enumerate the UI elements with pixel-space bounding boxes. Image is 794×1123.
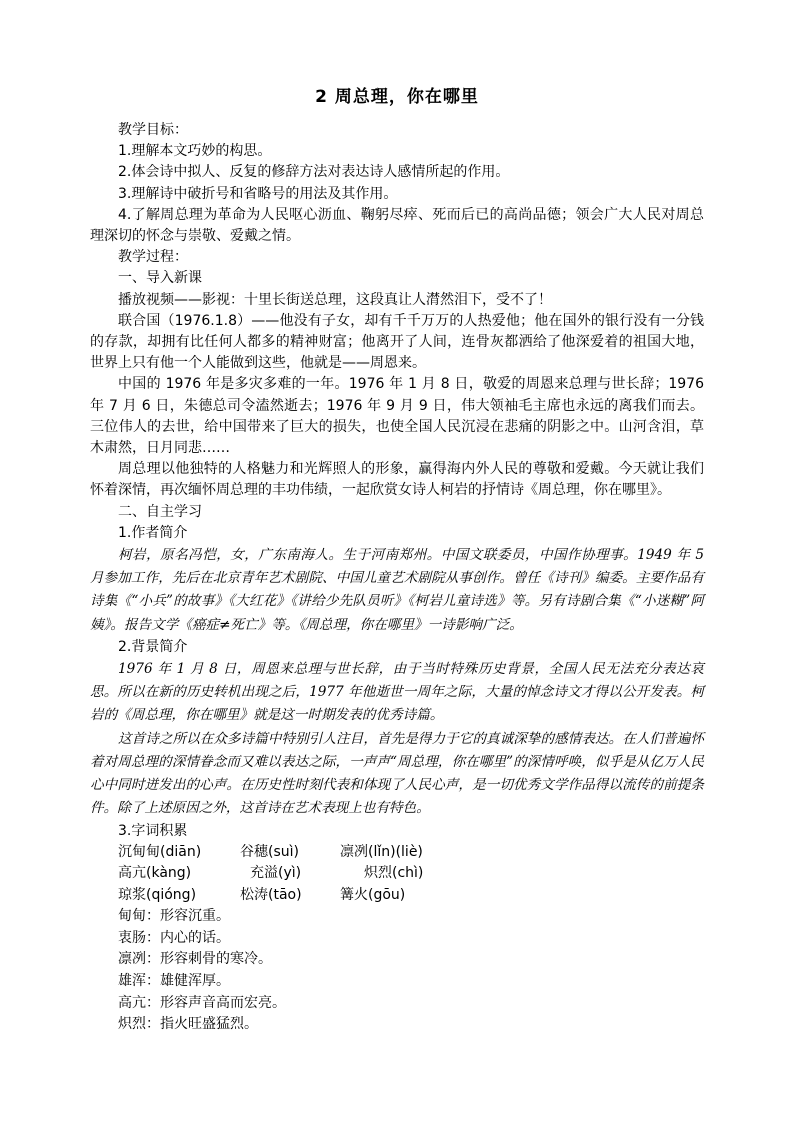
intro-paragraph: 中国的 1976 年是多灾多难的一年。1976 年 1 月 8 日，敬爱的周恩来总理与世长辞；1976 年 7 月 6 日，朱德总司令溘然逝去；1976 年 9 月 9 日，伟大领袖毛主席也永远的离我们而去。三位伟人的去世，给中国带来了巨大的损失，也使全国人民沉浸在悲痛的阴影之中。山河含泪，草木肃然，日月同悲…… (90, 376, 704, 457)
definition-item: 雄浑：雄健浑厚。 (118, 972, 230, 989)
definition-item: 炽烈：指火旺盛猛烈。 (118, 1016, 258, 1033)
goal-item: 3.理解诗中破折号和省略号的用法及其作用。 (118, 185, 398, 202)
section-heading: 一、导入新课 (118, 270, 202, 287)
author-paragraph: 柯岩，原名冯恺，女，广东南海人。生于河南郑州。中国文联委员，中国作协理事。1949 年 5 月参加工作，先后在北京青年艺术剧院、中国儿童艺术剧院从事创作。曾任《诗刊》编委。主要作品有诗集《“小兵”的故事》《大红花》《讲给少先队员听》《柯岩儿童诗选》等。另有诗剧合集《“小迷糊”阿姨》。报告文学《癌症≠死亡》等。《周总理，你在哪里》一诗影响广泛。 (90, 547, 704, 633)
goal-item: 4.了解周总理为革命为人民呕心沥血、鞠躬尽瘁、死而后已的高尚品德；领会广大人民对周总理深切的怀念与崇敬、爱戴之情。 (90, 206, 704, 245)
subsection-heading: 1.作者简介 (118, 524, 188, 541)
subsection-heading: 2.背景简介 (118, 638, 188, 655)
vocabulary-word: 凛冽(lǐn)(liè) (340, 843, 423, 860)
vocabulary-word: 松涛(tāo) (240, 886, 302, 903)
intro-paragraph: 联合国（1976.1.8）——他没有子女，却有千千万万的人热爱他；他在国外的银行没有一分钱的存款，却拥有比任何人都多的精神财富；他离开了人间，连骨灰都洒给了他深爱着的祖国大地，世界上只有他一个人能做到这些，他就是——周恩来。 (90, 312, 704, 372)
document-page (90, 86, 704, 1036)
subsection-heading: 3.字词积累 (118, 822, 188, 839)
definition-item: 凛冽：形容刺骨的寒冷。 (118, 951, 272, 968)
page-title: 2 周总理，你在哪里 (315, 87, 479, 107)
definition-item: 甸甸：形容沉重。 (118, 908, 230, 925)
section-heading: 二、自主学习 (118, 503, 202, 520)
definitions-list (90, 906, 704, 1036)
vocabulary-word: 炽烈(chì) (364, 865, 424, 882)
vocabulary-word: 篝火(gōu) (340, 886, 406, 903)
vocabulary-row (118, 842, 704, 864)
intro-paragraph: 播放视频——影视：十里长街送总理，这段真让人潸然泪下，受不了！ (118, 291, 552, 308)
definition-item: 衷肠：内心的话。 (118, 929, 230, 946)
vocabulary-word: 沉甸甸(diān) (118, 843, 202, 860)
vocabulary-row (118, 863, 704, 885)
vocabulary-word: 琼浆(qióng) (118, 886, 197, 903)
vocabulary-word: 高亢(kàng) (118, 865, 192, 882)
intro-paragraph: 周总理以他独特的人格魅力和光辉照人的形象，赢得海内外人民的尊敬和爱戴。今天就让我们怀着深情，再次缅怀周总理的丰功伟绩，一起欣赏女诗人柯岩的抒情诗《周总理，你在哪里》。 (90, 461, 704, 499)
goals-heading: 教学目标： (118, 122, 188, 138)
background-paragraph: 这首诗之所以在众多诗篇中特别引人注目，首先是得力于它的真诚深挚的感情表达。在人们普遍怀着对周总理的深情眷念而又难以表达之际，一声声“周总理，你在哪里”的深情呼唤，似乎是从亿万人民心中同时迸发出的心声。在历史性时刻代表和体现了人民心声，是一切优秀文学作品得以流传的前提条件。除了上述原因之外，这首诗在艺术表现上也有特色。 (90, 730, 704, 817)
background-paragraph: 1976 年 1 月 8 日，周恩来总理与世长辞，由于当时特殊历史背景，全国人民无法充分表达哀思。所以在新的历史转机出现之后，1977 年他逝世一周年之际，大量的悼念诗文才得以公开发表。柯岩的《周总理，你在哪里》就是这一时期发表的优秀诗篇。 (90, 661, 704, 724)
vocabulary-word: 谷穗(suì) (240, 843, 299, 860)
vocabulary-row (118, 885, 704, 907)
vocabulary-word: 充溢(yì) (250, 865, 302, 882)
goal-item: 2.体会诗中拟人、反复的修辞方法对表达诗人感情所起的作用。 (118, 164, 510, 181)
process-heading: 教学过程： (118, 249, 188, 266)
vocabulary-list (90, 842, 704, 907)
definition-item: 高亢：形容声音高而宏亮。 (118, 994, 286, 1011)
goal-item: 1.理解本文巧妙的构思。 (118, 143, 272, 160)
